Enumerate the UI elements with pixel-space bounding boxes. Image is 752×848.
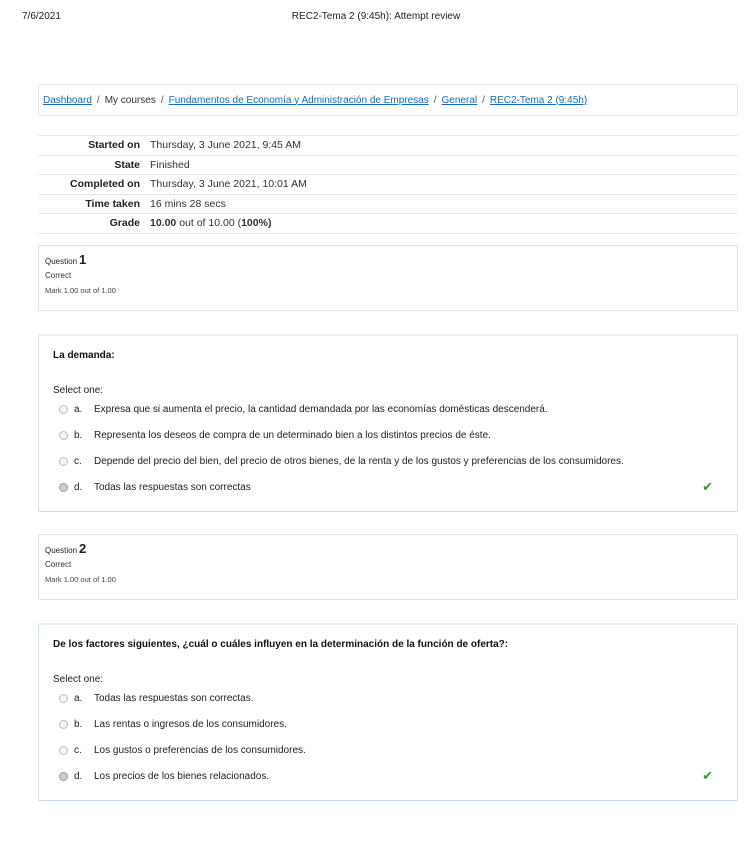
grade-score: 10.00 bbox=[150, 217, 177, 230]
breadcrumb-quiz[interactable]: REC2-Tema 2 (9:45h) bbox=[489, 94, 588, 106]
question-1-info bbox=[38, 245, 738, 311]
radio-button[interactable] bbox=[59, 694, 68, 703]
answer-text: Los precios de los bienes relacionados. bbox=[94, 770, 270, 782]
summary-row-state bbox=[38, 155, 738, 175]
question-2-text: De los factores siguientes, ¿cuál o cuáles influyen en la determinación de la función de oferta?: bbox=[53, 639, 509, 650]
completed-value: Thursday, 3 June 2021, 10:01 AM bbox=[150, 178, 307, 191]
completed-label: Completed on bbox=[70, 178, 140, 191]
radio-button[interactable] bbox=[59, 405, 68, 414]
breadcrumb-separator: / bbox=[482, 94, 485, 106]
answer-letter: a. bbox=[74, 692, 83, 704]
check-icon: ✔ bbox=[702, 768, 713, 783]
answer-letter: c. bbox=[74, 744, 82, 756]
summary-row-time bbox=[38, 194, 738, 214]
question-label: Question bbox=[45, 257, 78, 266]
question-1-mark: Mark 1.00 out of 1.00 bbox=[45, 286, 116, 295]
summary-row-grade bbox=[38, 214, 738, 234]
answer-text: Representa los deseos de compra de un determinado bien a los distintos precios de éste. bbox=[94, 429, 491, 441]
radio-button[interactable] bbox=[59, 431, 68, 440]
answer-option-d[interactable] bbox=[53, 474, 723, 500]
answer-option-b[interactable] bbox=[53, 422, 723, 448]
print-title: REC2-Tema 2 (9:45h): Attempt review bbox=[291, 11, 461, 22]
radio-button[interactable] bbox=[59, 457, 68, 466]
print-date: 7/6/2021 bbox=[22, 11, 61, 22]
answer-text: Los gustos o preferencias de los consumidores. bbox=[94, 744, 306, 756]
breadcrumb-my-courses: My courses bbox=[104, 94, 156, 106]
question-2-content bbox=[38, 623, 738, 801]
answer-option-a[interactable] bbox=[53, 685, 723, 711]
question-2-prompt: Select one: bbox=[53, 674, 104, 685]
answer-text: Todas las respuestas son correctas bbox=[94, 481, 251, 493]
state-value: Finished bbox=[150, 158, 190, 171]
answer-text: Todas las respuestas son correctas. bbox=[94, 692, 254, 704]
breadcrumb-course[interactable]: Fundamentos de Economía y Administración de Empresas bbox=[168, 94, 429, 106]
question-2-info bbox=[38, 534, 738, 600]
grade-percent: 100 bbox=[241, 217, 259, 230]
breadcrumb-general[interactable]: General bbox=[441, 94, 478, 106]
question-2-mark: Mark 1.00 out of 1.00 bbox=[45, 575, 116, 584]
answer-option-a[interactable] bbox=[53, 396, 723, 422]
question-1-text: La demanda: bbox=[53, 350, 115, 361]
check-icon: ✔ bbox=[702, 479, 713, 494]
summary-row-completed bbox=[38, 175, 738, 195]
question-2-state: Correct bbox=[45, 560, 72, 569]
radio-button-checked[interactable] bbox=[59, 772, 68, 781]
grade-rest: out of 10.00 ( bbox=[176, 217, 242, 230]
question-2-number bbox=[45, 541, 731, 556]
breadcrumb bbox=[38, 84, 738, 116]
breadcrumb-dashboard[interactable]: Dashboard bbox=[43, 94, 92, 106]
grade-value bbox=[150, 214, 738, 234]
answer-text: Expresa que si aumenta el precio, la cantidad demandada por las economías domésticas descenderá. bbox=[94, 403, 548, 415]
grade-end: %) bbox=[258, 217, 272, 230]
question-1-content bbox=[38, 334, 738, 512]
answer-letter: d. bbox=[74, 770, 83, 782]
question-label: Question bbox=[45, 546, 78, 555]
radio-button-checked[interactable] bbox=[59, 483, 68, 492]
breadcrumb-separator: / bbox=[433, 94, 437, 106]
question-number: 1 bbox=[79, 252, 87, 267]
answer-text: Depende del precio del bien, del precio de otros bienes, de la renta y de los gustos y preferencias de los consumidores. bbox=[94, 455, 624, 467]
question-1-state: Correct bbox=[45, 271, 72, 280]
summary-row-started bbox=[38, 136, 738, 156]
state-label: State bbox=[114, 158, 140, 171]
answer-option-c[interactable] bbox=[53, 737, 723, 763]
attempt-summary-table bbox=[38, 135, 738, 234]
grade-label: Grade bbox=[109, 217, 140, 230]
answer-letter: b. bbox=[74, 429, 83, 441]
answer-letter: d. bbox=[74, 481, 83, 493]
started-label: Started on bbox=[88, 139, 140, 152]
answer-option-d[interactable] bbox=[53, 763, 723, 789]
answer-option-c[interactable] bbox=[53, 448, 723, 474]
question-1-number bbox=[45, 252, 731, 267]
answer-letter: c. bbox=[74, 455, 82, 467]
question-number: 2 bbox=[79, 541, 87, 556]
radio-button[interactable] bbox=[59, 746, 68, 755]
answer-text: Las rentas o ingresos de los consumidores. bbox=[94, 718, 287, 730]
question-1-prompt: Select one: bbox=[53, 385, 104, 396]
answer-letter: b. bbox=[74, 718, 83, 730]
started-value: Thursday, 3 June 2021, 9:45 AM bbox=[150, 139, 301, 152]
time-value: 16 mins 28 secs bbox=[150, 197, 226, 210]
answer-letter: a. bbox=[74, 403, 83, 415]
time-label: Time taken bbox=[85, 197, 140, 210]
answer-option-b[interactable] bbox=[53, 711, 723, 737]
breadcrumb-separator: / bbox=[96, 94, 100, 106]
breadcrumb-separator: / bbox=[160, 94, 164, 106]
radio-button[interactable] bbox=[59, 720, 68, 729]
